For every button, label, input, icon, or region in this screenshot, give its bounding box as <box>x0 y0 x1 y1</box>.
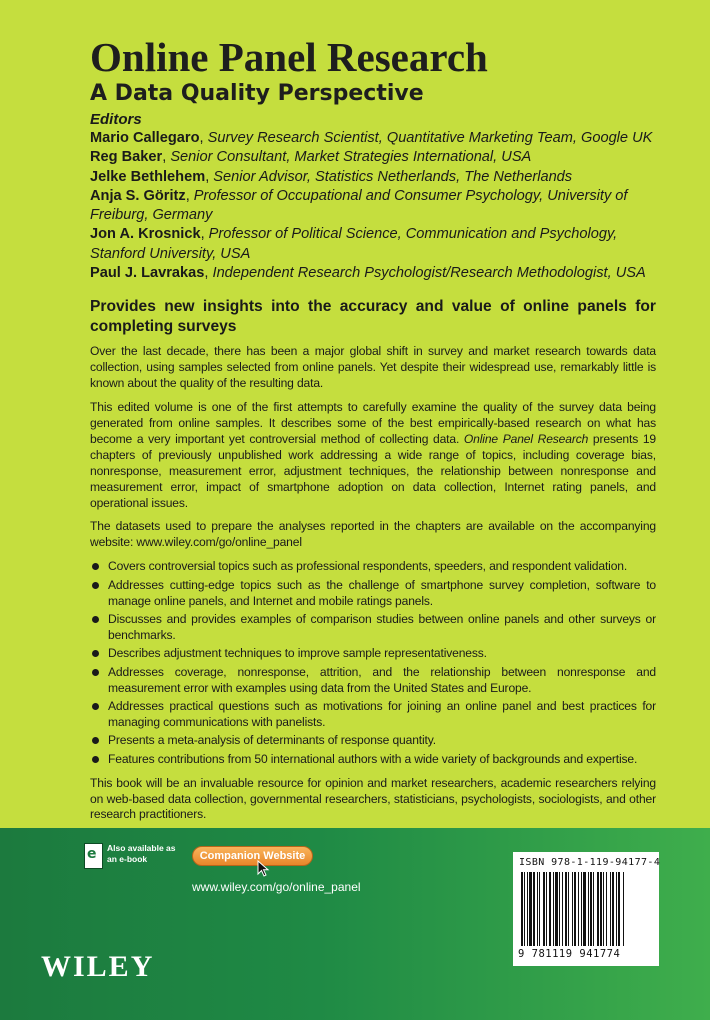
editor-name: Anja S. Göritz <box>90 187 186 204</box>
list-item <box>90 665 656 697</box>
barcode-bar <box>529 872 532 946</box>
list-item-text: Covers controversial topics such as professional respondents, speeders, and respondent validation. <box>108 559 628 574</box>
barcode-bar <box>543 872 545 946</box>
list-item-text: Addresses cutting-edge topics such as the challenge of smartphone survey completion, software to manage online panels, and Internet and mobile ratings panels. <box>108 577 656 608</box>
ebook-text: Also available as an e-book <box>107 843 176 864</box>
barcode-bar <box>618 872 620 946</box>
barcode-bar <box>612 872 614 946</box>
book-title-inline: Online Panel Research <box>463 431 589 446</box>
bullet-icon <box>92 669 99 676</box>
list-item <box>90 578 656 610</box>
barcode-number: 9 781119 941774 <box>518 948 621 960</box>
editor-entry: Mario Callegaro, Survey Research Scientist, Quantitative Marketing Team, Google UK <box>90 130 653 146</box>
companion-website-button[interactable]: Companion Website <box>192 846 313 866</box>
book-subtitle: A Data Quality Perspective <box>90 81 424 106</box>
editor-entry: Reg Baker, Senior Consultant, Market Strategies International, USA <box>90 149 532 166</box>
barcode-bar <box>572 872 573 946</box>
editor-name: Mario Callegaro <box>90 130 200 146</box>
barcode-bar <box>521 872 523 946</box>
datasets-paragraph: The datasets used to prepare the analyses reported in the chapters are available on the accompanying website: www.wiley.com/go/online_panel <box>90 519 656 550</box>
editor-entry: Jelke Bethlehem, Senior Advisor, Statistics Netherlands, The Netherlands <box>90 168 573 185</box>
barcode-bar <box>590 872 592 946</box>
barcode-bar <box>565 872 567 946</box>
publisher-logo: WILEY <box>41 950 155 983</box>
editor-entry: Paul J. Lavrakas, Independent Research Psychologist/Research Methodologist, USA <box>90 265 646 282</box>
editor-entry: Jon A. Krosnick, Professor of Political Science, Communication and Psychology, Stanford University, USA <box>90 226 618 262</box>
barcode-bar <box>562 872 563 946</box>
barcode-bar <box>553 872 554 946</box>
e-book-icon: e <box>84 843 103 869</box>
companion-website-url[interactable]: www.wiley.com/go/online_panel <box>192 880 361 894</box>
feature-list <box>90 559 656 767</box>
cover-text-block <box>90 34 656 831</box>
list-item <box>90 733 656 749</box>
barcode-bar <box>623 872 624 946</box>
barcode-bars <box>521 872 653 946</box>
barcode-bar <box>578 872 579 946</box>
editor-name: Paul J. Lavrakas <box>90 265 205 282</box>
isbn-label: ISBN 978-1-119-94177-4 <box>519 857 661 868</box>
barcode-bar <box>574 872 576 946</box>
bullet-icon <box>92 650 99 657</box>
list-item-text: Addresses coverage, nonresponse, attrition, and the relationship between nonresponse and measurement error with examples using data from the United States and Europe. <box>108 664 656 695</box>
editor-role: Professor of Occupational and Consumer Psychology, University of Freiburg, Germany <box>90 187 628 224</box>
editor-entry: Anja S. Göritz, Professor of Occupational and Consumer Psychology, University of Freiburg, Germany <box>90 187 628 224</box>
editor-name: Jon A. Krosnick <box>90 226 201 243</box>
list-item <box>90 752 656 768</box>
barcode-bar <box>537 872 538 946</box>
barcode-bar <box>559 872 560 946</box>
barcode-bar <box>600 872 602 946</box>
list-item <box>90 612 656 644</box>
paragraph-text: presents 19 chapters of previously unpublished work addressing a wide range of topics, including coverage bias, nonresponse, measurement error, adjustment techniques, the relationship between nonresponse and measurement error, impact of smartphone adoption on data collection, Internet rating panels, and operational issues. <box>90 431 656 510</box>
bullet-icon <box>92 737 99 744</box>
barcode-bar <box>539 872 540 946</box>
bullet-icon <box>92 756 99 763</box>
audience-paragraph: This book will be an invaluable resource for opinion and market researchers, academic researchers relying on web-based data collection, governmental researchers, statisticians, psychologists, sociologists, and other research practitioners. <box>90 775 656 822</box>
barcode-bar <box>603 872 604 946</box>
book-headline: Provides new insights into the accuracy and value of online panels for completing surveys <box>90 298 656 335</box>
barcode-bar <box>549 872 551 946</box>
ebook-notice <box>84 843 179 869</box>
barcode-bar <box>593 872 594 946</box>
bullet-icon <box>92 563 99 570</box>
list-item <box>90 646 656 662</box>
editor-role: Survey Research Scientist, Quantitative Marketing Team, Google UK <box>207 130 653 146</box>
barcode-bar <box>546 872 547 946</box>
list-item <box>90 559 656 575</box>
editor-role: Independent Research Psychologist/Research Methodologist, USA <box>212 265 646 282</box>
description-paragraph: Over the last decade, there has been a major global shift in survey and market research towards data collection, using samples selected from online panels. Yet despite their widespread use, remarkably little is known about the quality of the resulting data. <box>90 344 656 391</box>
editor-name: Reg Baker <box>90 149 163 166</box>
editor-role: Senior Advisor, Statistics Netherlands, The Netherlands <box>213 168 573 185</box>
book-title: Online Panel Research <box>90 34 488 80</box>
barcode-bar <box>616 872 617 946</box>
barcode-bar <box>583 872 586 946</box>
editor-role: Professor of Political Science, Communication and Psychology, Stanford University, USA <box>90 226 618 262</box>
list-item-text: Features contributions from 50 international authors with a wide variety of backgrounds and expertise. <box>108 751 638 766</box>
list-item-text: Describes adjustment techniques to improve sample representativeness. <box>108 646 487 661</box>
barcode-bar <box>524 872 525 946</box>
barcode-bar <box>568 872 569 946</box>
editor-name: Jelke Bethlehem <box>90 168 206 185</box>
barcode-bar <box>597 872 599 946</box>
editor-role: Senior Consultant, Market Strategies International, USA <box>170 149 532 166</box>
paragraph-text: This edited volume is one of the first attempts to carefully examine the quality of the survey data being generated from online samples. It describes some of the best empirically-based research on what has become a very important yet controversial method of collecting data. <box>90 400 656 446</box>
barcode-bar <box>533 872 535 946</box>
mouse-cursor-icon <box>257 860 271 878</box>
list-item-text: Presents a meta-analysis of determinants of response quantity. <box>108 733 436 748</box>
description-paragraph <box>90 400 656 511</box>
isbn-barcode <box>513 852 659 966</box>
barcode-bar <box>581 872 582 946</box>
barcode-bar <box>555 872 558 946</box>
barcode-bar <box>588 872 589 946</box>
list-item <box>90 699 656 731</box>
editors-heading: Editors <box>90 111 142 128</box>
list-item-text: Addresses practical questions such as motivations for joining an online panel and best practices for managing communications with panelists. <box>108 699 656 729</box>
bullet-icon <box>92 703 99 710</box>
list-item-text: Discusses and provides examples of comparison studies between online panels and other surveys or benchmarks. <box>108 611 656 642</box>
bullet-icon <box>92 616 99 623</box>
barcode-bar <box>606 872 607 946</box>
barcode-bar <box>610 872 611 946</box>
bullet-icon <box>92 582 99 589</box>
barcode-bar <box>527 872 528 946</box>
